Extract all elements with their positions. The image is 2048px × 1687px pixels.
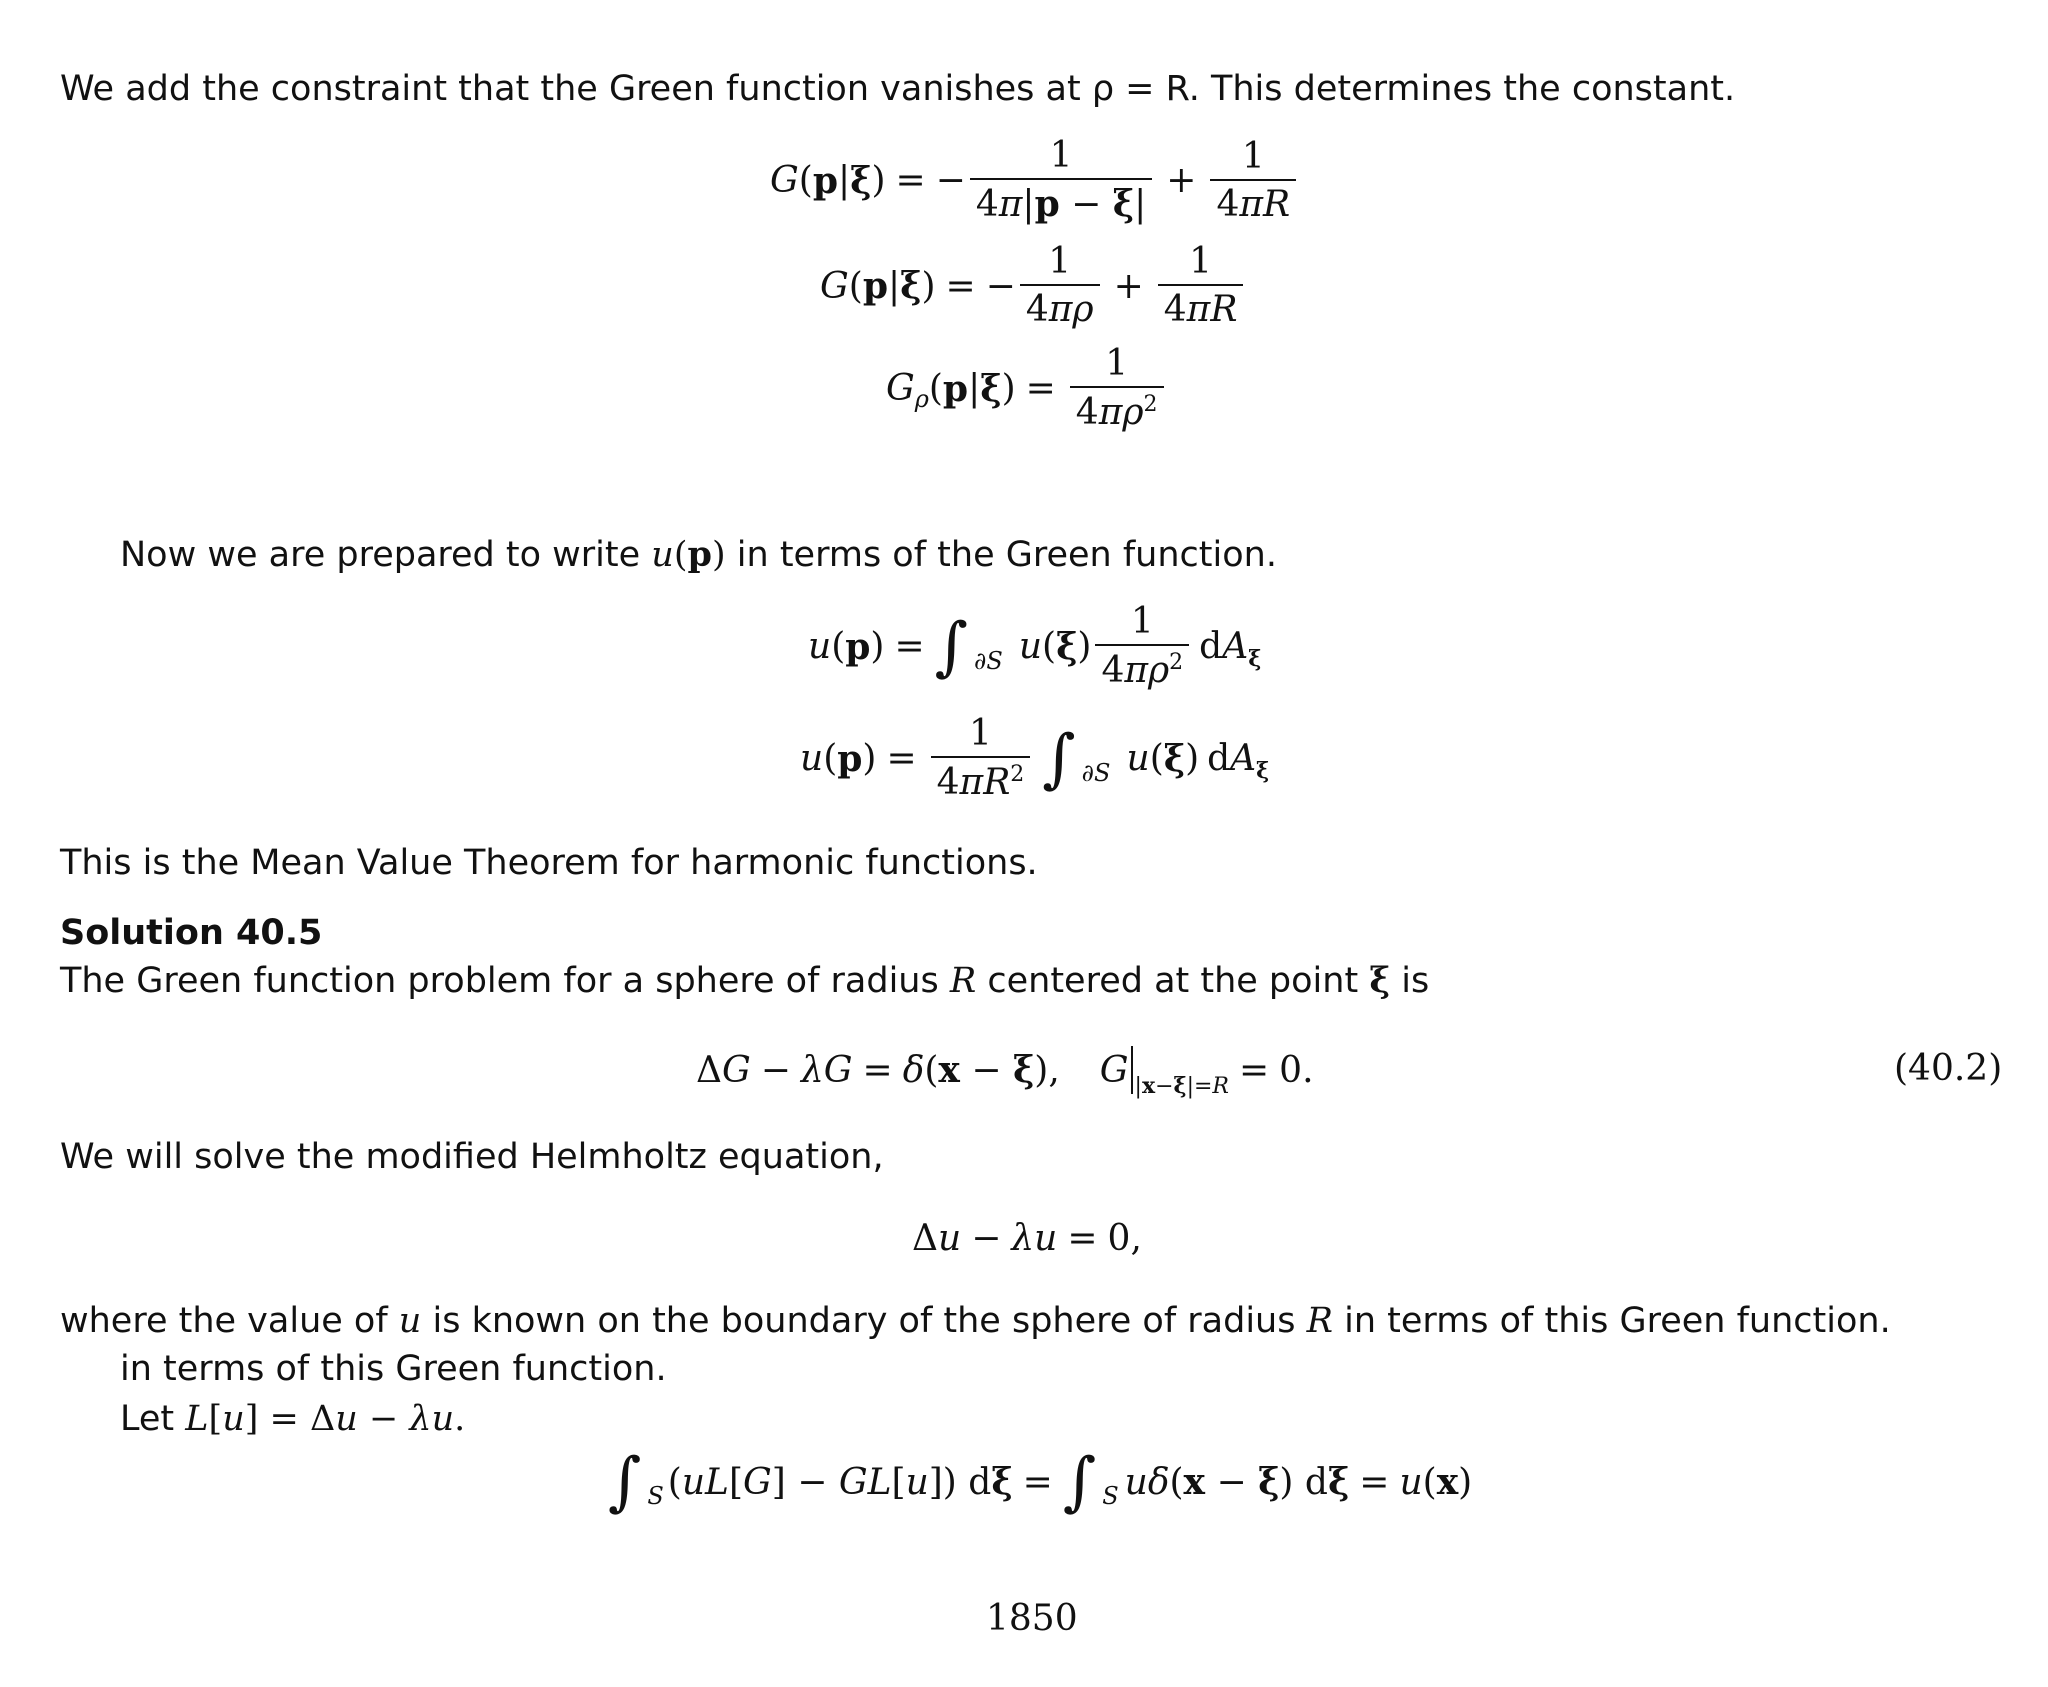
section-heading-text: Solution 40.5 [60,913,323,953]
equation-u-integral-1: u ( p ) = ∫ ∂S u ( ξ ) $\frac{1}{4\pi\rho^2}$ $dA_\xi$ [808,601,1262,691]
paragraph-boundary-pre: where the value of [60,1301,388,1341]
paragraph-constraint-text: We add the constraint that the Green function vanishes at ρ = R. This determines the constant. [60,69,1736,109]
paragraph-constraint [60,68,1735,110]
paragraph-prepared-pre: Now we are prepared to write [120,535,641,575]
equation-green-function-1: G ( p | ξ ) = − $\frac{1}{4\pi|p - \xi|}$ + $\frac{1}{4\pi R}$ [770,138,1300,223]
paragraph-let-pre: Let [120,1399,175,1439]
paragraph-let: Let L[u] = Δu − λu. [120,1399,466,1439]
paragraph-repeat [120,1348,667,1390]
paragraph-green-problem: The Green function problem for a sphere of radius R centered at the point ξ is [60,960,1430,1001]
paragraph-boundary-post: in terms of this Green function. [1344,1301,1891,1341]
equation-helmholtz-green: ΔG − λG = δ(x − ξ), G |x−ξ|=R = 0. [696,1046,1314,1094]
equation-green-function-2: G ( p | ξ ) = − $\frac{1}{4\pi\rho}$ + $\frac{1}{4\pi R}$ [820,244,1247,328]
equation-u-integral-2: u ( p ) = $\frac{1}{4\pi R^2}$ ∫ ∂S u ( ξ ) $dA_\xi$ [800,713,1270,803]
paragraph-boundary: where the value of u is known on the boundary of the sphere of radius R in terms of this Green function. [60,1301,1891,1341]
equation-helmholtz: Δu − λu = 0, [912,1218,1142,1259]
paragraph-mean-value-text: This is the Mean Value Theorem for harmonic functions. [60,843,1038,883]
paragraph-green-problem-post: is [1401,961,1430,1001]
paragraph-mean-value [60,842,1038,884]
paragraph-green-problem-pre: The Green function problem for a sphere of radius [60,961,939,1001]
equation-integral-identity: ∫ S (uL[G] − GL[u]) dξ = ∫ S uδ(x − ξ) dξ = u(x) [608,1445,1473,1519]
paragraph-boundary-mid: is known on the boundary of the sphere of radius [432,1301,1296,1341]
paragraph-prepared-post: in terms of the Green function. [736,535,1277,575]
paragraph-prepared: Now we are prepared to write u(p) in terms of the Green function. [120,534,1277,575]
paragraph-green-problem-mid: centered at the point [987,961,1359,1001]
paragraph-modified-helmholtz [60,1136,884,1178]
paragraph-repeat-text: in terms of this Green function. [120,1349,667,1389]
section-heading [60,912,322,954]
paragraph-modified-helmholtz-text: We will solve the modified Helmholtz equation, [60,1137,884,1177]
page-number: 1850 [986,1598,1078,1639]
equation-green-derivative: G ρ ( p | ξ ) = $\frac{1}{4\pi\rho^2}$ [886,346,1168,431]
equation-number: (40.2) [1894,1048,2003,1089]
